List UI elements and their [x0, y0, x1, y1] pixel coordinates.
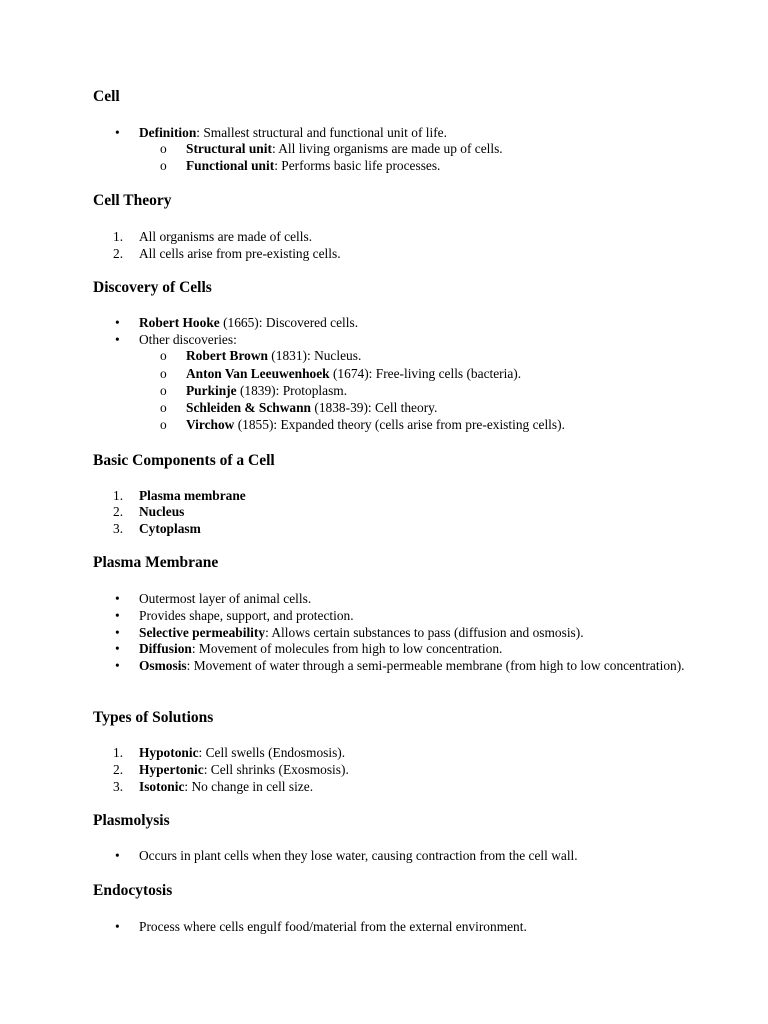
term: Schleiden & Schwann [186, 400, 312, 415]
list-item [115, 918, 527, 935]
section-heading-plasma-membrane: Plasma Membrane [93, 554, 219, 571]
item-text: : Smallest structural and functional unit of life. [196, 125, 447, 140]
sub-list-item [160, 399, 438, 416]
section-heading-endocytosis: Endocytosis [93, 882, 173, 899]
sub-bullet-marker: o [160, 400, 167, 415]
term: Definition [139, 125, 197, 140]
term: Virchow [186, 417, 235, 432]
item-text: (1674): Free-living cells (bacteria). [329, 366, 522, 381]
list-number: 3. [113, 779, 124, 794]
sub-list-item-structural-unit [160, 140, 503, 157]
item-text: (1838-39): Cell theory. [311, 400, 438, 415]
bullet-marker: • [115, 641, 120, 656]
term: Robert Brown [186, 348, 268, 363]
bullet-marker: • [115, 919, 120, 934]
item-text: Process where cells engulf food/material from the external environment. [139, 919, 527, 934]
sub-bullet-marker: o [160, 141, 167, 156]
list-item-diffusion [115, 640, 503, 657]
list-number: 2. [113, 246, 124, 261]
list-number: 1. [113, 745, 124, 760]
list-item [113, 503, 185, 520]
item-text: : Performs basic life processes. [274, 158, 441, 173]
list-item [113, 520, 201, 537]
term: Isotonic [139, 779, 185, 794]
list-item-selective-permeability [115, 624, 584, 641]
sub-list-item-functional-unit [160, 157, 441, 174]
item-text: Provides shape, support, and protection. [139, 608, 354, 623]
sub-list-item [160, 416, 565, 433]
item-text: Other discoveries: [139, 332, 237, 347]
list-item [113, 761, 349, 778]
sub-bullet-marker: o [160, 383, 167, 398]
list-item [115, 590, 312, 607]
item-text: (1831): Nucleus. [267, 348, 362, 363]
item-text: : All living organisms are made up of cells. [271, 141, 503, 156]
item-text: : Cell shrinks (Exosmosis). [203, 762, 349, 777]
term: Selective permeability [139, 625, 266, 640]
list-item [115, 607, 354, 624]
list-number: 2. [113, 504, 124, 519]
term: Cytoplasm [139, 521, 201, 536]
list-number: 1. [113, 488, 124, 503]
item-text: : Cell swells (Endosmosis). [198, 745, 346, 760]
list-item-definition [115, 124, 447, 141]
term: Hypertonic [139, 762, 204, 777]
item-text: (1665): Discovered cells. [219, 315, 359, 330]
bullet-marker: • [115, 608, 120, 623]
term: Anton Van Leeuwenhoek [186, 366, 330, 381]
term: Nucleus [139, 504, 185, 519]
term: Robert Hooke [139, 315, 220, 330]
bullet-marker: • [115, 658, 120, 673]
list-number: 1. [113, 229, 124, 244]
section-heading-solutions: Types of Solutions [93, 709, 214, 726]
sub-bullet-marker: o [160, 417, 167, 432]
list-item [115, 847, 578, 864]
list-item [113, 245, 341, 262]
list-item [113, 228, 313, 245]
sub-bullet-marker: o [160, 158, 167, 173]
item-text: (1855): Expanded theory (cells arise from pre-existing cells). [234, 417, 565, 432]
term: Structural unit [186, 141, 272, 156]
list-item [113, 487, 246, 504]
item-text: Outermost layer of animal cells. [139, 591, 312, 606]
term: Hypotonic [139, 745, 199, 760]
list-number: 3. [113, 521, 124, 536]
bullet-marker: • [115, 591, 120, 606]
section-heading-plasmolysis: Plasmolysis [93, 812, 170, 829]
list-item-robert-hooke [115, 314, 359, 331]
item-text: : Movement of water through a semi-permeable membrane (from high to low concentration). [186, 658, 685, 673]
list-number: 2. [113, 762, 124, 777]
item-text: : No change in cell size. [184, 779, 314, 794]
item-text: : Allows certain substances to pass (diffusion and osmosis). [265, 625, 584, 640]
term: Osmosis [139, 658, 187, 673]
item-text: All organisms are made of cells. [139, 229, 313, 244]
item-text: (1839): Protoplasm. [236, 383, 348, 398]
list-item-osmosis [115, 657, 699, 674]
list-item [113, 744, 346, 761]
bullet-marker: • [115, 848, 120, 863]
bullet-marker: • [115, 625, 120, 640]
list-item-other-discoveries [115, 331, 237, 348]
section-heading-components: Basic Components of a Cell [93, 452, 275, 469]
bullet-marker: • [115, 332, 120, 347]
item-text: : Movement of molecules from high to low concentration. [191, 641, 503, 656]
sub-bullet-marker: o [160, 348, 167, 363]
term: Diffusion [139, 641, 192, 656]
sub-list-item [160, 365, 522, 382]
section-heading-cell-theory: Cell Theory [93, 192, 172, 209]
section-heading-discovery: Discovery of Cells [93, 279, 212, 296]
term: Purkinje [186, 383, 237, 398]
term: Plasma membrane [139, 488, 246, 503]
sub-list-item [160, 382, 348, 399]
sub-bullet-marker: o [160, 366, 167, 381]
bullet-marker: • [115, 125, 120, 140]
item-text: All cells arise from pre-existing cells. [139, 246, 341, 261]
term: Functional unit [186, 158, 275, 173]
sub-list-item [160, 347, 362, 364]
bullet-marker: • [115, 315, 120, 330]
section-heading-cell: Cell [93, 88, 120, 105]
item-text: Occurs in plant cells when they lose water, causing contraction from the cell wall. [139, 848, 578, 863]
list-item [113, 778, 314, 795]
